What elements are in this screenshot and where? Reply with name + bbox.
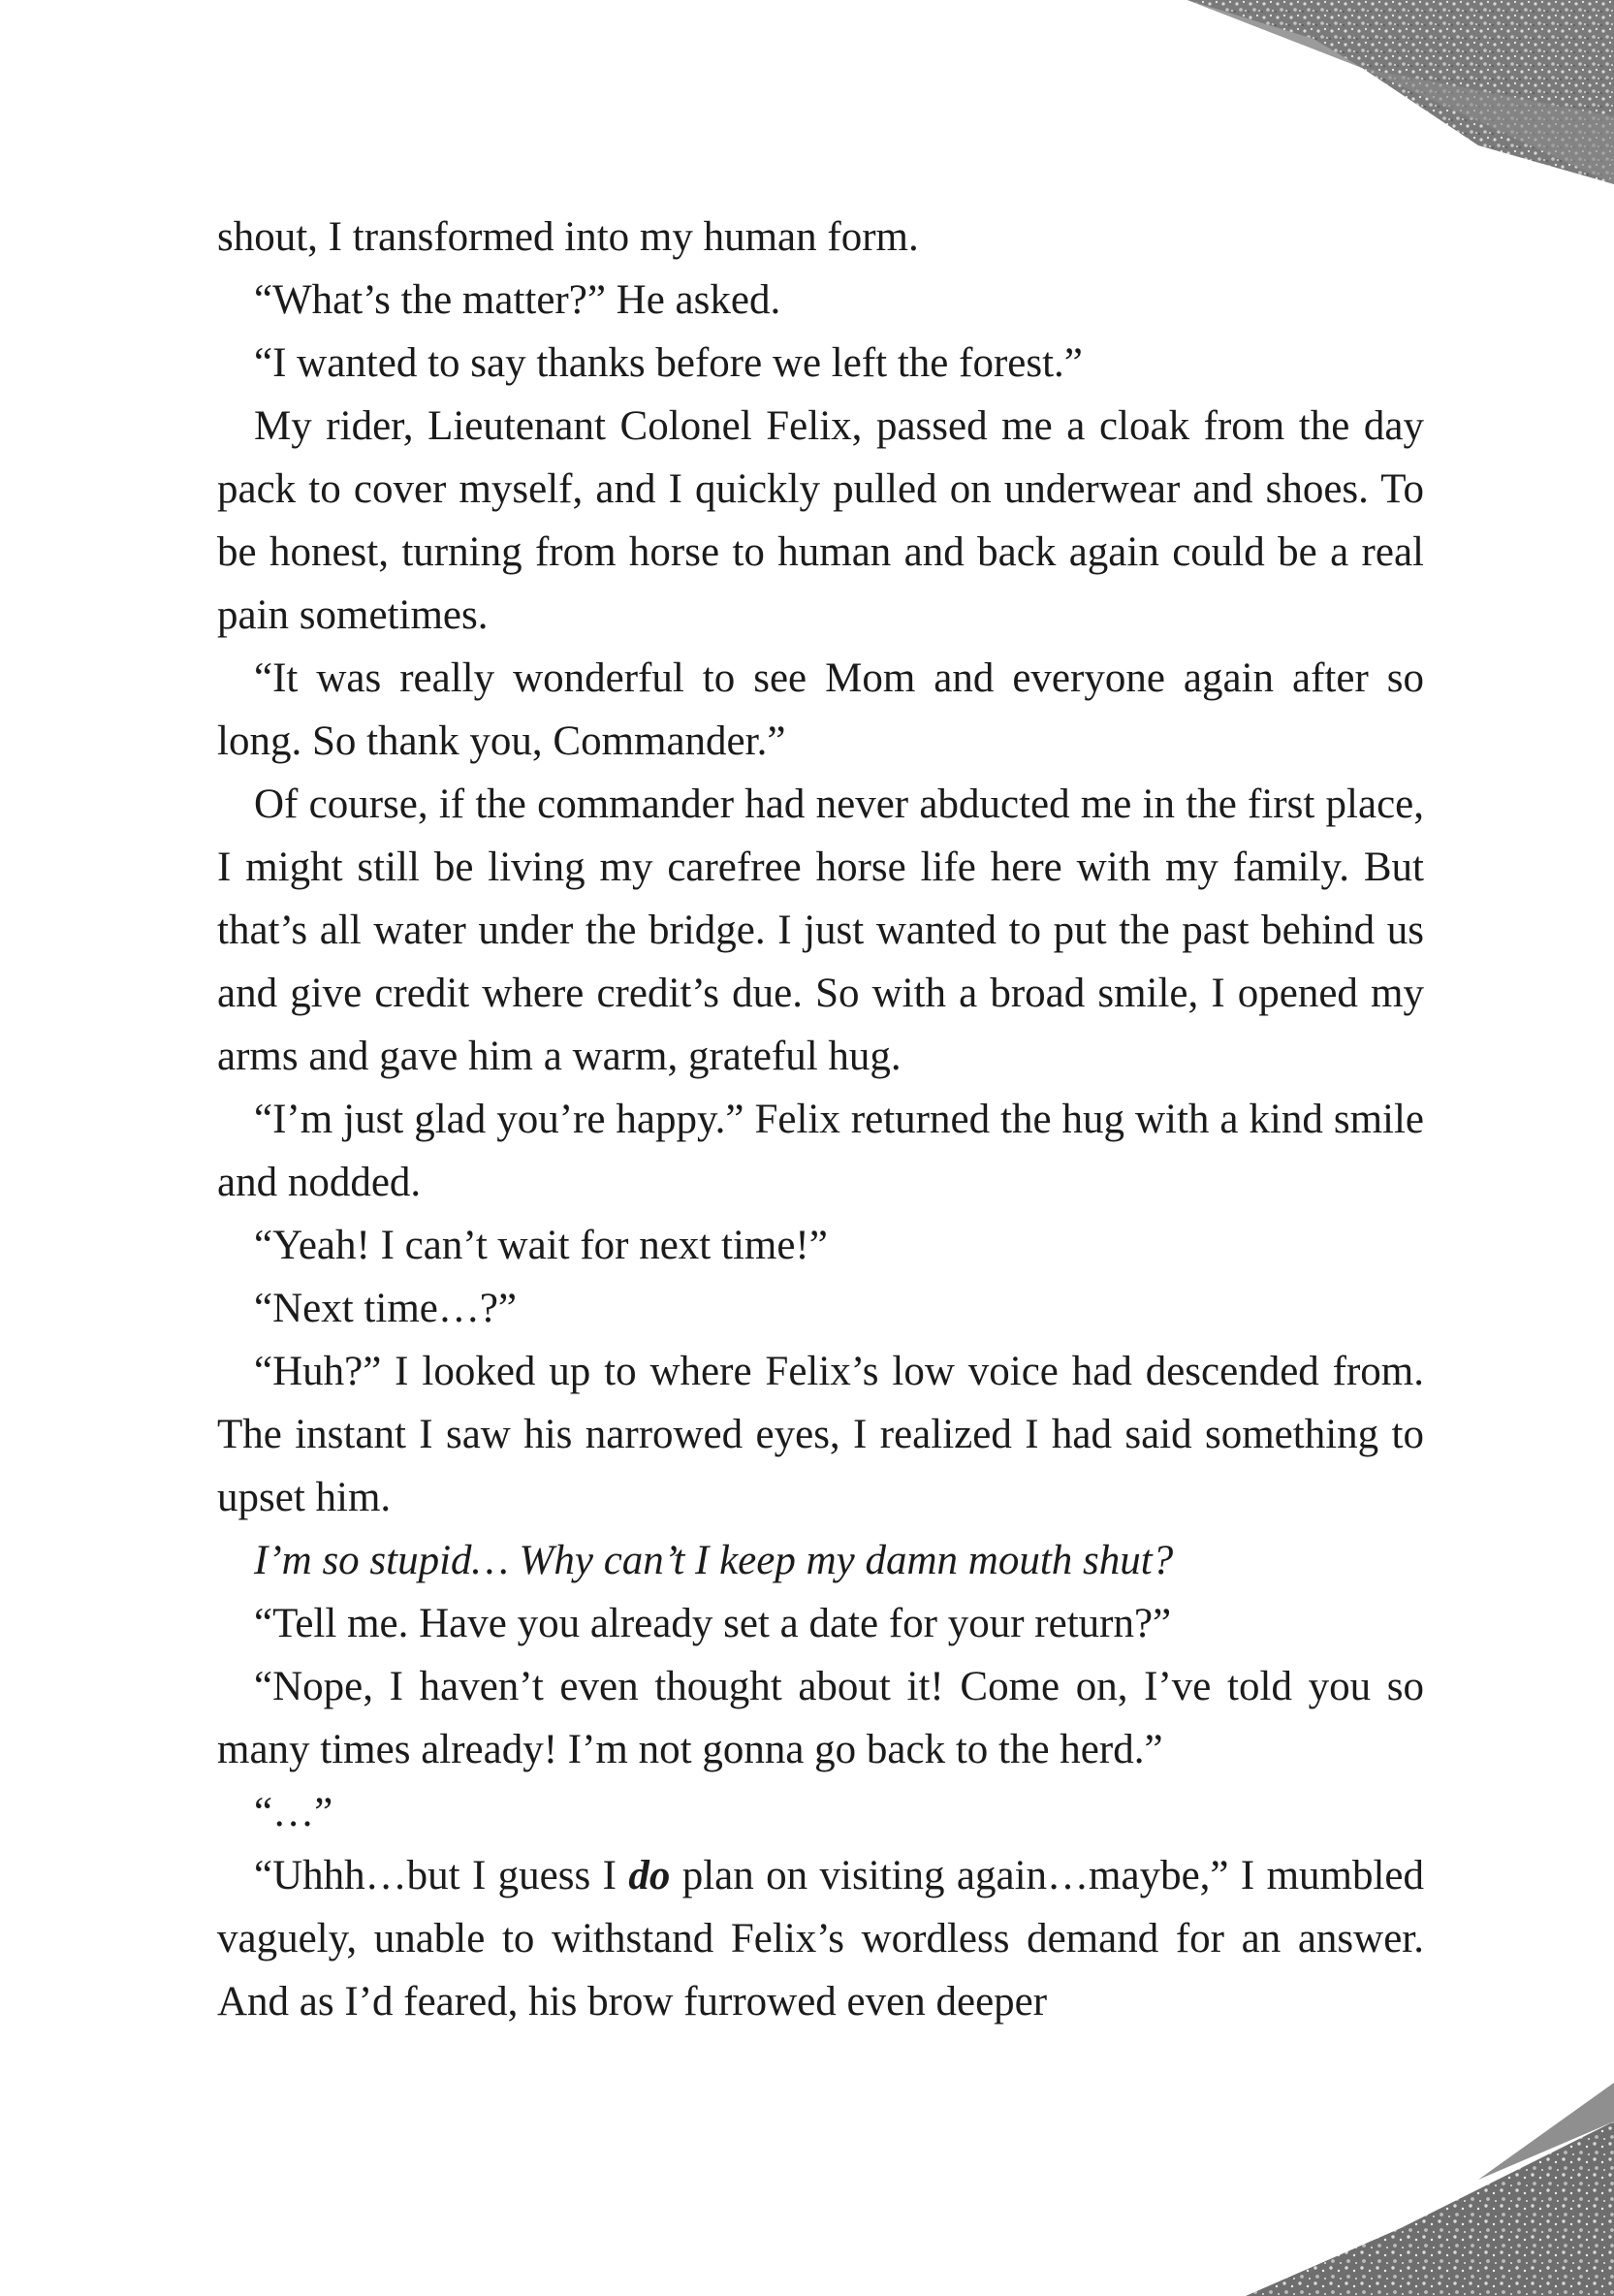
corner-texture-bottom (1110, 2063, 1614, 2296)
paragraph: shout, I transformed into my human form. (217, 214, 919, 260)
body-text (217, 206, 1424, 2033)
corner-texture-top (1071, 0, 1614, 194)
paragraph: “It was really wonderful to see Mom and everyone again after so long. So thank you, Commander.” (217, 655, 1424, 764)
paragraph: “Huh?” I looked up to where Felix’s low voice had descended from. The instant I saw his narrowed eyes, I realized I had said something to upset him. (217, 1349, 1424, 1520)
paragraph-text: “Uhhh…but I guess I (254, 1853, 629, 1898)
paragraph: “Nope, I haven’t even thought about it! Come on, I’ve told you so many times already! I’m not gonna go back to the herd.” (217, 1664, 1424, 1772)
inner-thought-paragraph: I’m so stupid… Why can’t I keep my damn mouth shut? (254, 1538, 1174, 1583)
paragraph: “Tell me. Have you already set a date for your return?” (254, 1601, 1172, 1646)
paragraph: “Yeah! I can’t wait for next time!” (254, 1223, 828, 1268)
paragraph: My rider, Lieutenant Colonel Felix, passed me a cloak from the day pack to cover myself, and I quickly pulled on underwear and shoes. To be honest, turning from horse to human and back again could be a real pain sometimes. (217, 403, 1424, 638)
paragraph: Of course, if the commander had never abducted me in the first place, I might still be living my carefree horse life here with my family. But that’s all water under the bridge. I just wanted to put the past behind us and give credit where credit’s due. So with a broad smile, I opened my arms and gave him a warm, grateful hug. (217, 781, 1424, 1079)
paragraph: “Next time…?” (254, 1286, 518, 1331)
paragraph: “I wanted to say thanks before we left the forest.” (254, 340, 1083, 386)
paragraph: “I’m just glad you’re happy.” Felix returned the hug with a kind smile and nodded. (217, 1097, 1424, 1205)
paragraph-text: plan on visiting again…maybe,” I mumbled vaguely, unable to withstand Felix’s wordless demand for an answer. And as I’d feared, his brow furrowed even deeper (217, 1853, 1425, 2025)
emphasized-word: do (628, 1853, 671, 1898)
paragraph: “What’s the matter?” He asked. (254, 277, 781, 323)
paragraph (217, 1844, 1424, 2033)
paragraph: “…” (254, 1790, 333, 1835)
